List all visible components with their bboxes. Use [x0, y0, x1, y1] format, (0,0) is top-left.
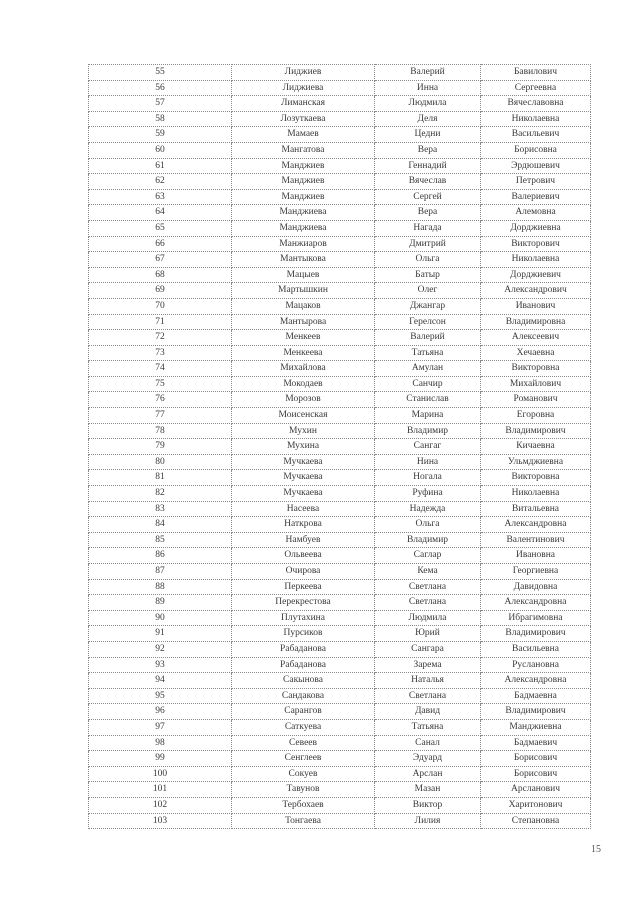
- table-row: [89, 751, 591, 767]
- table-row: [89, 65, 591, 81]
- first-name-cell: Вера: [375, 142, 481, 158]
- row-number-cell: 61: [89, 158, 232, 174]
- first-name-cell: Саглар: [375, 548, 481, 564]
- surname-cell: Перкеева: [232, 579, 375, 595]
- row-number-cell: 55: [89, 65, 232, 81]
- patronymic-cell: Алемовна: [481, 205, 591, 221]
- table-row: [89, 158, 591, 174]
- surname-cell: Тонгаева: [232, 813, 375, 829]
- patronymic-cell: Васильевна: [481, 641, 591, 657]
- surname-cell: Тавунов: [232, 782, 375, 798]
- row-number-cell: 87: [89, 564, 232, 580]
- row-number-cell: 56: [89, 80, 232, 96]
- table-row: [89, 610, 591, 626]
- patronymic-cell: Александровна: [481, 673, 591, 689]
- patronymic-cell: Ибрагимовна: [481, 610, 591, 626]
- table-row: [89, 267, 591, 283]
- surname-cell: Рабаданова: [232, 657, 375, 673]
- row-number-cell: 98: [89, 735, 232, 751]
- patronymic-cell: Дорджиевич: [481, 267, 591, 283]
- row-number-cell: 64: [89, 205, 232, 221]
- first-name-cell: Нина: [375, 454, 481, 470]
- row-number-cell: 82: [89, 486, 232, 502]
- table-row: [89, 813, 591, 829]
- table-row: [89, 626, 591, 642]
- page-number: 15: [591, 844, 601, 855]
- first-name-cell: Сергей: [375, 189, 481, 205]
- roster-body: [89, 65, 591, 829]
- patronymic-cell: Ульмджиевна: [481, 454, 591, 470]
- table-row: [89, 548, 591, 564]
- table-row: [89, 189, 591, 205]
- row-number-cell: 79: [89, 439, 232, 455]
- table-row: [89, 735, 591, 751]
- table-row: [89, 719, 591, 735]
- row-number-cell: 73: [89, 345, 232, 361]
- table-row: [89, 376, 591, 392]
- patronymic-cell: Иванович: [481, 298, 591, 314]
- first-name-cell: Цедни: [375, 127, 481, 143]
- surname-cell: Менкеева: [232, 345, 375, 361]
- first-name-cell: Деля: [375, 111, 481, 127]
- table-row: [89, 797, 591, 813]
- table-row: [89, 657, 591, 673]
- surname-cell: Михайлова: [232, 361, 375, 377]
- row-number-cell: 60: [89, 142, 232, 158]
- patronymic-cell: Алексеевич: [481, 330, 591, 346]
- surname-cell: Мацыев: [232, 267, 375, 283]
- first-name-cell: Станислав: [375, 392, 481, 408]
- row-number-cell: 85: [89, 532, 232, 548]
- first-name-cell: Владимир: [375, 423, 481, 439]
- roster-table: [88, 64, 591, 829]
- surname-cell: Мухин: [232, 423, 375, 439]
- first-name-cell: Ольга: [375, 517, 481, 533]
- patronymic-cell: Егоровна: [481, 408, 591, 424]
- surname-cell: Мантырова: [232, 314, 375, 330]
- patronymic-cell: Михайлович: [481, 376, 591, 392]
- table-row: [89, 127, 591, 143]
- table-row: [89, 439, 591, 455]
- row-number-cell: 90: [89, 610, 232, 626]
- surname-cell: Мартышкин: [232, 283, 375, 299]
- surname-cell: Мантыкова: [232, 252, 375, 268]
- table-row: [89, 564, 591, 580]
- table-row: [89, 220, 591, 236]
- table-row: [89, 517, 591, 533]
- patronymic-cell: Валериевич: [481, 189, 591, 205]
- first-name-cell: Руфина: [375, 486, 481, 502]
- first-name-cell: Татьяна: [375, 719, 481, 735]
- patronymic-cell: Викторовна: [481, 361, 591, 377]
- surname-cell: Манджиев: [232, 158, 375, 174]
- row-number-cell: 86: [89, 548, 232, 564]
- patronymic-cell: Владимирович: [481, 423, 591, 439]
- row-number-cell: 65: [89, 220, 232, 236]
- patronymic-cell: Борисович: [481, 751, 591, 767]
- table-row: [89, 579, 591, 595]
- surname-cell: Насеева: [232, 501, 375, 517]
- first-name-cell: Лилия: [375, 813, 481, 829]
- patronymic-cell: Николаевна: [481, 111, 591, 127]
- table-row: [89, 345, 591, 361]
- table-row: [89, 252, 591, 268]
- first-name-cell: Юрий: [375, 626, 481, 642]
- first-name-cell: Давид: [375, 704, 481, 720]
- surname-cell: Мучкаева: [232, 486, 375, 502]
- row-number-cell: 80: [89, 454, 232, 470]
- row-number-cell: 94: [89, 673, 232, 689]
- surname-cell: Манджиева: [232, 205, 375, 221]
- first-name-cell: Светлана: [375, 688, 481, 704]
- surname-cell: Перекрестова: [232, 595, 375, 611]
- surname-cell: Лозуткаева: [232, 111, 375, 127]
- row-number-cell: 83: [89, 501, 232, 517]
- first-name-cell: Санчир: [375, 376, 481, 392]
- patronymic-cell: Александрович: [481, 283, 591, 299]
- row-number-cell: 59: [89, 127, 232, 143]
- first-name-cell: Татьяна: [375, 345, 481, 361]
- row-number-cell: 63: [89, 189, 232, 205]
- surname-cell: Манджиев: [232, 189, 375, 205]
- patronymic-cell: Дорджиевна: [481, 220, 591, 236]
- patronymic-cell: Степановна: [481, 813, 591, 829]
- first-name-cell: Виктор: [375, 797, 481, 813]
- first-name-cell: Эдуард: [375, 751, 481, 767]
- surname-cell: Мухина: [232, 439, 375, 455]
- first-name-cell: Вячеслав: [375, 174, 481, 190]
- patronymic-cell: Кичаевна: [481, 439, 591, 455]
- first-name-cell: Ногала: [375, 470, 481, 486]
- first-name-cell: Инна: [375, 80, 481, 96]
- patronymic-cell: Витальевна: [481, 501, 591, 517]
- row-number-cell: 71: [89, 314, 232, 330]
- patronymic-cell: Александровна: [481, 595, 591, 611]
- roster-table-wrap: [88, 64, 590, 829]
- surname-cell: Лиджиев: [232, 65, 375, 81]
- table-row: [89, 298, 591, 314]
- surname-cell: Севеев: [232, 735, 375, 751]
- first-name-cell: Герелсон: [375, 314, 481, 330]
- patronymic-cell: Петрович: [481, 174, 591, 190]
- row-number-cell: 93: [89, 657, 232, 673]
- table-row: [89, 486, 591, 502]
- first-name-cell: Геннадий: [375, 158, 481, 174]
- surname-cell: Менкеев: [232, 330, 375, 346]
- row-number-cell: 67: [89, 252, 232, 268]
- table-row: [89, 423, 591, 439]
- row-number-cell: 74: [89, 361, 232, 377]
- table-row: [89, 688, 591, 704]
- first-name-cell: Сангара: [375, 641, 481, 657]
- first-name-cell: Санал: [375, 735, 481, 751]
- first-name-cell: Дмитрий: [375, 236, 481, 252]
- surname-cell: Манджиева: [232, 220, 375, 236]
- table-row: [89, 111, 591, 127]
- first-name-cell: Ольга: [375, 252, 481, 268]
- patronymic-cell: Вячеславовна: [481, 96, 591, 112]
- patronymic-cell: Владимирович: [481, 704, 591, 720]
- first-name-cell: Владимир: [375, 532, 481, 548]
- row-number-cell: 89: [89, 595, 232, 611]
- patronymic-cell: Арсланович: [481, 782, 591, 798]
- patronymic-cell: Бавилович: [481, 65, 591, 81]
- patronymic-cell: Руслановна: [481, 657, 591, 673]
- row-number-cell: 101: [89, 782, 232, 798]
- row-number-cell: 91: [89, 626, 232, 642]
- patronymic-cell: Владимировна: [481, 314, 591, 330]
- surname-cell: Манджиев: [232, 174, 375, 190]
- surname-cell: Лиджиева: [232, 80, 375, 96]
- row-number-cell: 68: [89, 267, 232, 283]
- first-name-cell: Зарема: [375, 657, 481, 673]
- first-name-cell: Кема: [375, 564, 481, 580]
- first-name-cell: Арслан: [375, 766, 481, 782]
- table-row: [89, 283, 591, 299]
- patronymic-cell: Николаевна: [481, 252, 591, 268]
- surname-cell: Морозов: [232, 392, 375, 408]
- patronymic-cell: Ивановна: [481, 548, 591, 564]
- first-name-cell: Людмила: [375, 96, 481, 112]
- row-number-cell: 103: [89, 813, 232, 829]
- table-row: [89, 142, 591, 158]
- patronymic-cell: Сергеевна: [481, 80, 591, 96]
- table-row: [89, 470, 591, 486]
- row-number-cell: 58: [89, 111, 232, 127]
- table-row: [89, 641, 591, 657]
- row-number-cell: 88: [89, 579, 232, 595]
- row-number-cell: 66: [89, 236, 232, 252]
- first-name-cell: Валерий: [375, 330, 481, 346]
- first-name-cell: Вера: [375, 205, 481, 221]
- table-row: [89, 501, 591, 517]
- surname-cell: Наткрова: [232, 517, 375, 533]
- patronymic-cell: Александровна: [481, 517, 591, 533]
- row-number-cell: 92: [89, 641, 232, 657]
- patronymic-cell: Владимирович: [481, 626, 591, 642]
- table-row: [89, 392, 591, 408]
- row-number-cell: 96: [89, 704, 232, 720]
- surname-cell: Мацаков: [232, 298, 375, 314]
- patronymic-cell: Давидовна: [481, 579, 591, 595]
- row-number-cell: 97: [89, 719, 232, 735]
- surname-cell: Моисенская: [232, 408, 375, 424]
- table-row: [89, 673, 591, 689]
- surname-cell: Сенглеев: [232, 751, 375, 767]
- first-name-cell: Светлана: [375, 579, 481, 595]
- row-number-cell: 62: [89, 174, 232, 190]
- surname-cell: Мучкаева: [232, 470, 375, 486]
- surname-cell: Сокуев: [232, 766, 375, 782]
- surname-cell: Мангатова: [232, 142, 375, 158]
- row-number-cell: 72: [89, 330, 232, 346]
- first-name-cell: Батыр: [375, 267, 481, 283]
- row-number-cell: 99: [89, 751, 232, 767]
- row-number-cell: 81: [89, 470, 232, 486]
- table-row: [89, 96, 591, 112]
- surname-cell: Мамаев: [232, 127, 375, 143]
- surname-cell: Мокодаев: [232, 376, 375, 392]
- patronymic-cell: Борисовна: [481, 142, 591, 158]
- first-name-cell: Джангар: [375, 298, 481, 314]
- row-number-cell: 77: [89, 408, 232, 424]
- first-name-cell: Нагада: [375, 220, 481, 236]
- surname-cell: Тербохаев: [232, 797, 375, 813]
- row-number-cell: 84: [89, 517, 232, 533]
- patronymic-cell: Эрдюшевич: [481, 158, 591, 174]
- first-name-cell: Светлана: [375, 595, 481, 611]
- patronymic-cell: Викторовна: [481, 470, 591, 486]
- table-row: [89, 314, 591, 330]
- first-name-cell: Наталья: [375, 673, 481, 689]
- table-row: [89, 80, 591, 96]
- patronymic-cell: Бадмаевич: [481, 735, 591, 751]
- patronymic-cell: Валентинович: [481, 532, 591, 548]
- first-name-cell: Олег: [375, 283, 481, 299]
- surname-cell: Рабаданова: [232, 641, 375, 657]
- first-name-cell: Марина: [375, 408, 481, 424]
- row-number-cell: 76: [89, 392, 232, 408]
- table-row: [89, 330, 591, 346]
- row-number-cell: 100: [89, 766, 232, 782]
- surname-cell: Мучкаева: [232, 454, 375, 470]
- patronymic-cell: Борисович: [481, 766, 591, 782]
- first-name-cell: Людмила: [375, 610, 481, 626]
- surname-cell: Сарангов: [232, 704, 375, 720]
- table-row: [89, 205, 591, 221]
- patronymic-cell: Николаевна: [481, 486, 591, 502]
- table-row: [89, 704, 591, 720]
- patronymic-cell: Васильевич: [481, 127, 591, 143]
- patronymic-cell: Бадмаевна: [481, 688, 591, 704]
- surname-cell: Лиманская: [232, 96, 375, 112]
- surname-cell: Очирова: [232, 564, 375, 580]
- table-row: [89, 595, 591, 611]
- row-number-cell: 75: [89, 376, 232, 392]
- row-number-cell: 70: [89, 298, 232, 314]
- patronymic-cell: Викторович: [481, 236, 591, 252]
- surname-cell: Сакынова: [232, 673, 375, 689]
- table-row: [89, 766, 591, 782]
- first-name-cell: Валерий: [375, 65, 481, 81]
- surname-cell: Саткуева: [232, 719, 375, 735]
- surname-cell: Манжиаров: [232, 236, 375, 252]
- row-number-cell: 95: [89, 688, 232, 704]
- surname-cell: Пурсиков: [232, 626, 375, 642]
- surname-cell: Сандакова: [232, 688, 375, 704]
- row-number-cell: 78: [89, 423, 232, 439]
- patronymic-cell: Хечаевна: [481, 345, 591, 361]
- table-row: [89, 532, 591, 548]
- row-number-cell: 102: [89, 797, 232, 813]
- surname-cell: Ольвеева: [232, 548, 375, 564]
- first-name-cell: Сангаг: [375, 439, 481, 455]
- table-row: [89, 174, 591, 190]
- table-row: [89, 782, 591, 798]
- first-name-cell: Амулан: [375, 361, 481, 377]
- patronymic-cell: Харитонович: [481, 797, 591, 813]
- row-number-cell: 69: [89, 283, 232, 299]
- table-row: [89, 236, 591, 252]
- table-row: [89, 361, 591, 377]
- patronymic-cell: Манджиевна: [481, 719, 591, 735]
- row-number-cell: 57: [89, 96, 232, 112]
- patronymic-cell: Георгиевна: [481, 564, 591, 580]
- surname-cell: Плутахина: [232, 610, 375, 626]
- first-name-cell: Надежда: [375, 501, 481, 517]
- first-name-cell: Мазан: [375, 782, 481, 798]
- surname-cell: Намбуев: [232, 532, 375, 548]
- table-row: [89, 454, 591, 470]
- patronymic-cell: Романович: [481, 392, 591, 408]
- table-row: [89, 408, 591, 424]
